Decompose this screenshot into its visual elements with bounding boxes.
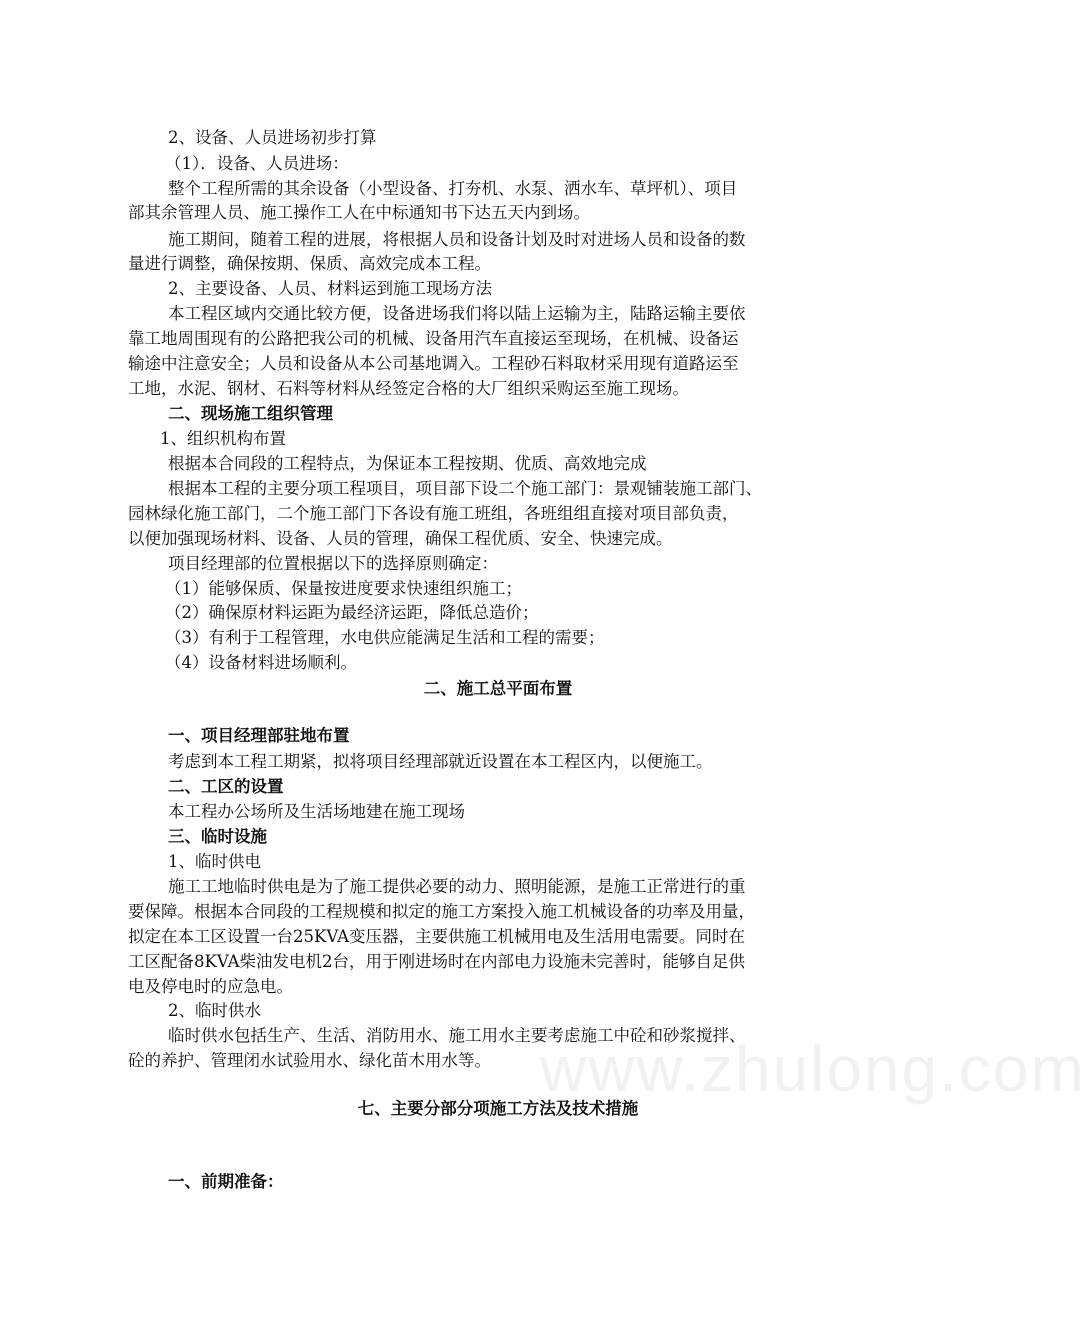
list-item: （4）设备材料进场顺利。 bbox=[165, 653, 357, 672]
text-line: 整个工程所需的其余设备（小型设备、打夯机、水泵、洒水车、草坪机）、项目 bbox=[168, 179, 738, 198]
text-line: 2、主要设备、人员、材料运到施工现场方法 bbox=[168, 279, 492, 298]
text-line: 以便加强现场材料、设备、人员的管理，确保工程优质、安全、快速完成。 bbox=[128, 529, 673, 548]
text-line: 本工程区域内交通比较方便，设备进场我们将以陆上运输为主，陆路运输主要依 bbox=[168, 304, 746, 323]
text-line: 靠工地周围现有的公路把我公司的机械、设备用汽车直接运至现场，在机械、设备运 bbox=[128, 329, 739, 348]
page-section-title: 二、施工总平面布置 bbox=[423, 679, 573, 698]
text-line: 工地，水泥、钢材、石料等材料从经签定合格的大厂组织采购运至施工现场。 bbox=[128, 379, 689, 398]
text-line: 1、临时供电 bbox=[168, 852, 261, 871]
text-line: 根据本工程的主要分项工程项目，项目部下设二个施工部门：景观铺装施工部门、 bbox=[168, 479, 762, 498]
list-item: （2）确保原材料运距为最经济运距，降低总造价； bbox=[165, 603, 539, 622]
section-heading: 一、前期准备： bbox=[168, 1172, 284, 1191]
text-line: 输途中注意安全；人员和设备从本公司基地调入。工程砂石料取材采用现有道路运至 bbox=[128, 354, 739, 373]
text-line: 工区配备8KVA柴油发电机2台，用于刚进场时在内部电力设施未完善时，能够自足供 bbox=[128, 952, 746, 971]
text-line: 1、组织机构布置 bbox=[160, 429, 286, 448]
text-line: 要保障。根据本合同段的工程规模和拟定的施工方案投入施工机械设备的功率及用量， bbox=[128, 902, 755, 921]
section-heading: 二、现场施工组织管理 bbox=[168, 404, 333, 423]
text-line: 部其余管理人员、施工操作工人在中标通知书下达五天内到场。 bbox=[128, 203, 590, 222]
text-line: 2、临时供水 bbox=[168, 1001, 261, 1020]
text-line: 量进行调整，确保按期、保质、高效完成本工程。 bbox=[128, 254, 491, 273]
text-line: 施工工地临时供电是为了施工提供必要的动力、照明能源，是施工正常进行的重 bbox=[168, 877, 746, 896]
section-heading: 三、临时设施 bbox=[168, 827, 267, 846]
list-item: （1）能够保质、保量按进度要求快速组织施工； bbox=[165, 579, 522, 598]
text-line: 项目经理部的位置根据以下的选择原则确定： bbox=[168, 554, 498, 573]
text-line: 临时供水包括生产、生活、消防用水、施工用水主要考虑施工中砼和砂浆搅拌、 bbox=[168, 1026, 746, 1045]
section-heading: 一、项目经理部驻地布置 bbox=[168, 726, 350, 745]
list-item: （3）有利于工程管理，水电供应能满足生活和工程的需要； bbox=[165, 628, 605, 647]
text-line: 电及停电时的应急电。 bbox=[128, 977, 293, 996]
text-line: 2、设备、人员进场初步打算 bbox=[168, 128, 377, 147]
section-heading: 二、工区的设置 bbox=[168, 777, 284, 796]
text-line: 本工程办公场所及生活场地建在施工现场 bbox=[168, 802, 465, 821]
page-section-title: 七、主要分部分项施工方法及技术措施 bbox=[357, 1099, 639, 1118]
text-line: 砼的养护、管理闭水试验用水、绿化苗木用水等。 bbox=[128, 1051, 491, 1070]
text-line: 施工期间，随着工程的进展，将根据人员和设备计划及时对进场人员和设备的数 bbox=[168, 230, 746, 249]
text-line: 考虑到本工程工期紧，拟将项目经理部就近设置在本工程区内，以便施工。 bbox=[168, 752, 713, 771]
text-line: （1）．设备、人员进场： bbox=[165, 154, 349, 173]
text-line: 根据本合同段的工程特点，为保证本工程按期、优质、高效地完成 bbox=[168, 454, 647, 473]
text-line: 园林绿化施工部门，二个施工部门下各设有施工班组，各班组组直接对项目部负责， bbox=[128, 504, 739, 523]
watermark: www.zhulong.com bbox=[540, 1033, 1086, 1105]
text-line: 拟定在本工区设置一台25KVA变压器，主要供施工机械用电及生活用电需要。同时在 bbox=[128, 927, 746, 946]
